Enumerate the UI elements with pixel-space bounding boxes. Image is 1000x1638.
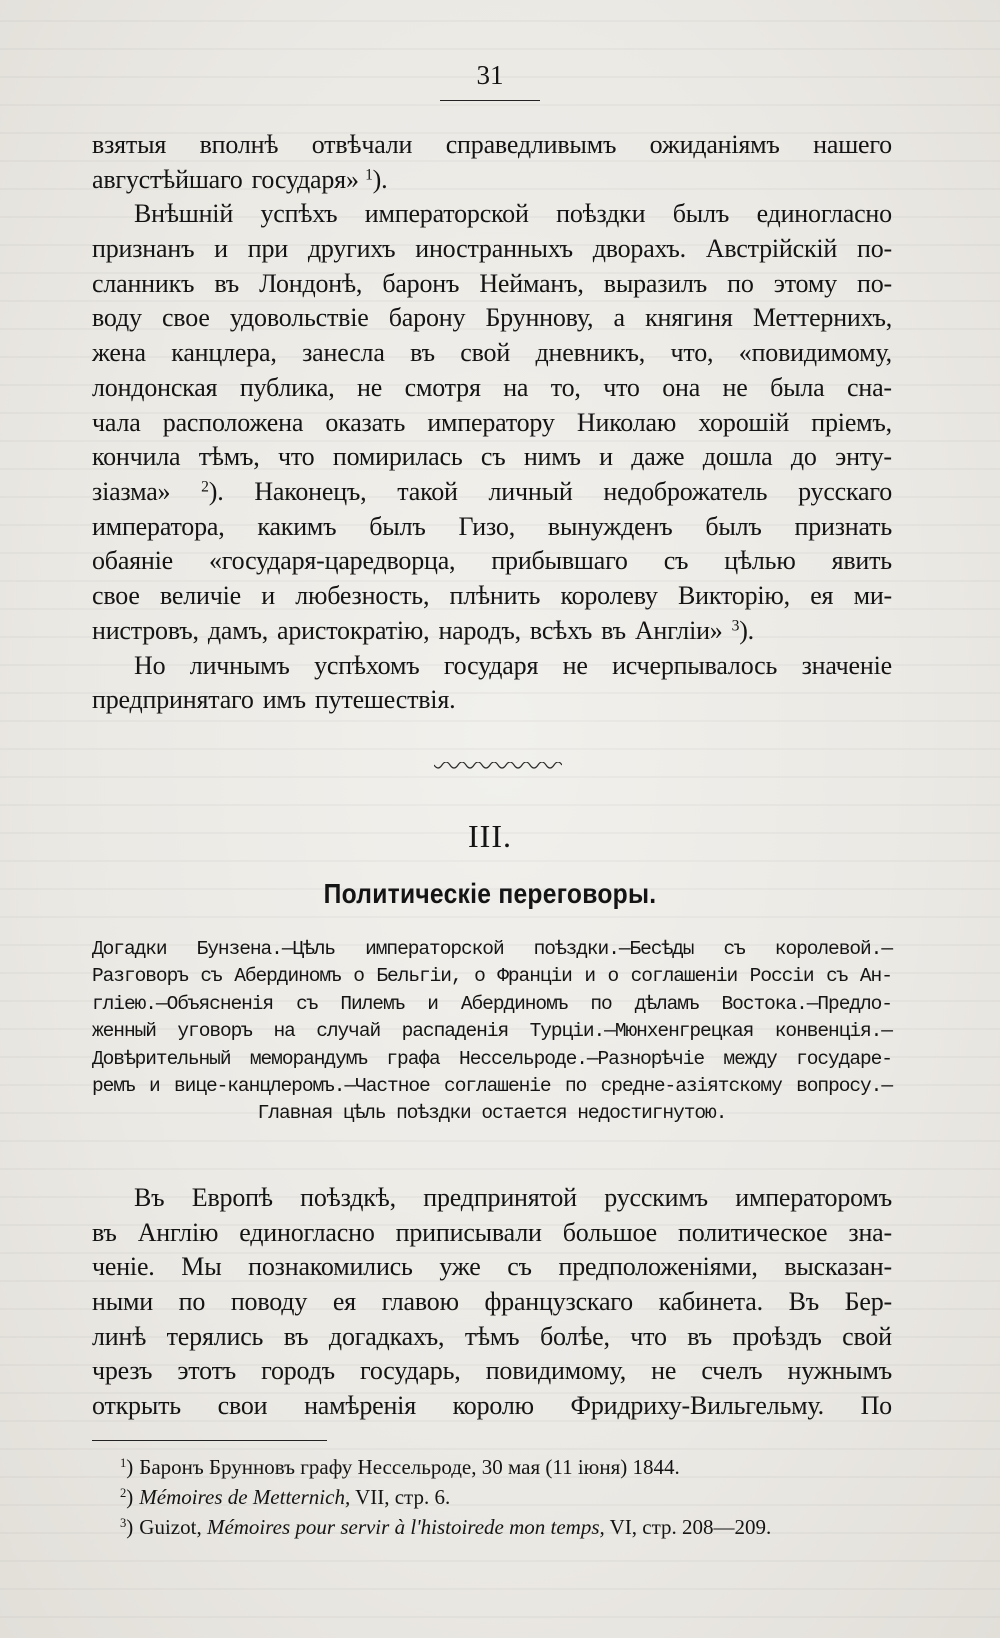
word: и bbox=[599, 442, 613, 472]
word: Ан- bbox=[859, 965, 892, 988]
word: справедливымъ bbox=[445, 130, 617, 159]
word: оказать bbox=[325, 407, 406, 437]
footnote-number: $^3$) bbox=[120, 1515, 134, 1539]
word: признать bbox=[794, 511, 892, 541]
word: повидимому, bbox=[485, 1356, 627, 1386]
word: о bbox=[607, 965, 619, 988]
word: меморандумъ bbox=[249, 1047, 368, 1070]
word: на bbox=[503, 372, 529, 402]
word: ми- bbox=[853, 580, 892, 610]
text-line bbox=[92, 128, 892, 163]
word: поѣздкѣ, bbox=[300, 1183, 396, 1212]
word: главою bbox=[381, 1287, 459, 1317]
word: единогласно bbox=[756, 199, 892, 229]
word: русскаго bbox=[798, 476, 892, 506]
word: она bbox=[662, 372, 701, 402]
chapter-title: Политическіе переговоры. bbox=[323, 878, 657, 909]
word: воду bbox=[92, 303, 142, 333]
chapter-number: III. bbox=[468, 818, 512, 854]
word: съ bbox=[480, 442, 506, 472]
word: въ bbox=[601, 615, 626, 645]
word: этому bbox=[773, 268, 837, 298]
word: пріемъ, bbox=[811, 407, 892, 437]
word: Въ bbox=[788, 1287, 819, 1317]
word: жена bbox=[92, 338, 146, 368]
text-line bbox=[92, 163, 892, 198]
word: былъ bbox=[369, 511, 426, 541]
summary-line bbox=[92, 1018, 892, 1045]
chapter-summary bbox=[92, 936, 892, 1128]
word: что bbox=[630, 1321, 667, 1351]
word: при bbox=[247, 234, 288, 264]
word: зіазма» bbox=[92, 476, 171, 506]
word: Наконецъ, bbox=[254, 476, 367, 506]
word: любезность, bbox=[295, 580, 430, 610]
word: Англіи» bbox=[634, 615, 723, 645]
word: гліею.—Объясненія bbox=[92, 992, 274, 1015]
word: свой bbox=[842, 1321, 892, 1351]
footnote-title: Mémoires de Metternich, bbox=[139, 1485, 351, 1509]
word: болѣе, bbox=[539, 1321, 610, 1351]
word: ными bbox=[92, 1287, 153, 1317]
text-line bbox=[92, 649, 892, 684]
word: о bbox=[353, 965, 364, 988]
word: Европѣ bbox=[191, 1183, 273, 1212]
word: о bbox=[474, 965, 485, 988]
word: королеву bbox=[560, 580, 658, 610]
word: въ bbox=[214, 268, 240, 298]
word: уже bbox=[439, 1252, 481, 1282]
word: политическое bbox=[678, 1217, 828, 1247]
word: въ bbox=[687, 1321, 712, 1351]
word: Николаю bbox=[576, 407, 677, 437]
word: энту- bbox=[835, 442, 892, 472]
word: Мы bbox=[181, 1252, 222, 1282]
footnote-rule bbox=[92, 1440, 327, 1441]
word: этотъ bbox=[177, 1356, 236, 1386]
word: выразилъ bbox=[603, 268, 708, 298]
text-line bbox=[92, 406, 892, 441]
word: дамъ, bbox=[207, 615, 268, 645]
word: тѣмъ bbox=[464, 1321, 520, 1351]
word: не bbox=[651, 1356, 677, 1386]
word-with-footnote bbox=[252, 163, 388, 198]
paragraph-4 bbox=[92, 1181, 892, 1424]
word: свое bbox=[92, 580, 140, 610]
word: по bbox=[564, 1074, 587, 1097]
word: тѣмъ, bbox=[198, 442, 260, 472]
summary-line bbox=[92, 1073, 892, 1100]
word: въ bbox=[283, 1321, 309, 1351]
word: городъ bbox=[261, 1356, 335, 1386]
word: чала bbox=[92, 407, 141, 437]
word: государя bbox=[443, 650, 539, 680]
word: Внѣшній bbox=[134, 199, 234, 229]
word: Пилемъ bbox=[340, 992, 405, 1015]
footnote-author: Guizot, bbox=[139, 1515, 207, 1539]
word: съ bbox=[296, 992, 318, 1015]
word: $^2$). bbox=[201, 476, 224, 506]
word: предположеніями, bbox=[558, 1252, 758, 1282]
footnote-text: Баронъ Брунновъ графу Нессельроде, 30 мая (11 іюня) 1844. bbox=[139, 1455, 680, 1479]
word: до bbox=[790, 442, 817, 472]
word: лондонская bbox=[92, 372, 218, 402]
word: и bbox=[584, 965, 595, 988]
word: терялись bbox=[166, 1321, 264, 1351]
word: былъ bbox=[672, 199, 730, 229]
word: что bbox=[277, 442, 315, 472]
word: намѣренія bbox=[304, 1391, 416, 1421]
word: нашего bbox=[813, 130, 892, 159]
word: по bbox=[178, 1287, 206, 1317]
word: что, bbox=[670, 338, 714, 368]
word: прибывшаго bbox=[491, 546, 628, 576]
word: Въ bbox=[134, 1183, 165, 1212]
text-line bbox=[92, 475, 892, 510]
word: княгиня bbox=[645, 303, 733, 333]
word: предпринятаго bbox=[92, 685, 254, 715]
word: хорошій bbox=[698, 407, 790, 437]
word: Фридриху-Вильгельму. bbox=[570, 1391, 824, 1421]
summary-line bbox=[92, 963, 892, 990]
word: По bbox=[860, 1391, 892, 1421]
word: сланникъ bbox=[92, 268, 195, 298]
text-line bbox=[92, 197, 892, 232]
wavy-separator bbox=[434, 762, 562, 772]
word: взятыя bbox=[92, 130, 167, 159]
word: соглашеніи bbox=[630, 965, 738, 988]
word: королю bbox=[452, 1391, 534, 1421]
footnotes bbox=[120, 1452, 900, 1542]
footnote-text: VI, стр. 208—209. bbox=[604, 1515, 772, 1539]
word: нимъ bbox=[523, 442, 581, 472]
word: и bbox=[261, 580, 275, 610]
word: личный bbox=[488, 476, 573, 506]
word: вполнѣ bbox=[199, 130, 279, 159]
word: свои bbox=[217, 1391, 268, 1421]
text-line bbox=[92, 1250, 892, 1285]
word: занесла bbox=[302, 338, 385, 368]
text-line bbox=[92, 232, 892, 267]
word: другихъ bbox=[307, 234, 396, 264]
word: личнымъ bbox=[189, 650, 290, 680]
word: успѣхомъ bbox=[314, 650, 420, 680]
word: дворахъ. bbox=[592, 234, 686, 264]
word: государя» bbox=[251, 164, 359, 194]
text-line bbox=[92, 544, 892, 579]
text-line bbox=[92, 371, 892, 406]
footnote-2 bbox=[120, 1482, 900, 1512]
word: средне-азіятскому bbox=[600, 1074, 782, 1097]
text-line bbox=[92, 1181, 892, 1216]
word: единогласно bbox=[239, 1217, 375, 1247]
word: въ bbox=[410, 338, 435, 368]
word: Довѣрительный bbox=[92, 1047, 231, 1070]
word: по- bbox=[857, 234, 892, 264]
word: догадкахъ, bbox=[328, 1321, 445, 1351]
word: даже bbox=[631, 442, 685, 472]
word: значеніе bbox=[801, 650, 892, 680]
footnote-ref[interactable]: 1 bbox=[365, 166, 373, 184]
word: путешествія. bbox=[314, 685, 456, 715]
punctuation: ). bbox=[372, 164, 388, 194]
word: баронъ bbox=[382, 268, 460, 298]
word: нистровъ, bbox=[92, 615, 199, 645]
text-line bbox=[92, 1216, 892, 1251]
word: съ bbox=[723, 938, 745, 960]
word: французскаго bbox=[484, 1287, 633, 1317]
paragraph-1 bbox=[92, 128, 892, 197]
word: приписывали bbox=[395, 1217, 542, 1247]
word: $^3$). bbox=[731, 615, 754, 645]
text-line bbox=[92, 1354, 892, 1389]
summary-line bbox=[92, 936, 892, 963]
word: успѣхъ bbox=[260, 199, 338, 229]
text-line bbox=[92, 510, 892, 545]
word: аристократію, bbox=[277, 615, 430, 645]
summary-line bbox=[92, 991, 892, 1018]
word: «государя-царедворца, bbox=[209, 546, 456, 576]
word: дошла bbox=[702, 442, 773, 472]
word: проѣздъ bbox=[732, 1321, 822, 1351]
word: вопросу.— bbox=[796, 1074, 892, 1097]
word: ремъ bbox=[92, 1074, 135, 1097]
text-line bbox=[92, 683, 892, 718]
word: Востока.—Предло- bbox=[721, 992, 892, 1015]
word: конвенція.— bbox=[774, 1020, 892, 1043]
word: Лондонѣ, bbox=[259, 268, 363, 298]
word: распаденія bbox=[401, 1020, 509, 1043]
word: по- bbox=[856, 268, 892, 298]
word: а bbox=[613, 303, 625, 333]
word: императорской bbox=[364, 199, 529, 229]
word: обаяніе bbox=[92, 546, 174, 576]
word: предпринятой bbox=[423, 1183, 577, 1212]
word: ея bbox=[332, 1287, 356, 1317]
text-line bbox=[92, 1285, 892, 1320]
paragraph-3 bbox=[92, 649, 892, 718]
footnote-number: $^2$) bbox=[120, 1485, 134, 1509]
word: русскимъ bbox=[604, 1183, 708, 1212]
word: вице-канцлеромъ.—Частное bbox=[174, 1074, 430, 1097]
footnote-title: Mémoires pour servir à l'histoirede mon temps, bbox=[206, 1515, 605, 1539]
word: расположена bbox=[162, 407, 304, 437]
text-line bbox=[92, 1320, 892, 1355]
word: по bbox=[727, 268, 754, 298]
word: чрезъ bbox=[92, 1356, 153, 1386]
word: графа bbox=[386, 1047, 440, 1070]
word: народъ, bbox=[438, 615, 521, 645]
footnote-3 bbox=[120, 1512, 900, 1542]
word: барону bbox=[388, 303, 466, 333]
word: нужнымъ bbox=[787, 1356, 892, 1386]
word: и bbox=[214, 234, 228, 264]
word: счелъ bbox=[701, 1356, 763, 1386]
word: Бельгіи, bbox=[376, 965, 462, 988]
summary-closing: Главная цѣль поѣздки остается недостигнутою. bbox=[257, 1102, 727, 1125]
word: соглашеніе bbox=[444, 1074, 551, 1097]
text-line bbox=[92, 1389, 892, 1424]
word: явить bbox=[831, 546, 892, 576]
word: уговоръ bbox=[177, 1020, 252, 1043]
page-number: 31 bbox=[476, 60, 504, 90]
word: публика, bbox=[239, 372, 335, 402]
word: канцлера, bbox=[171, 338, 277, 368]
word: въ bbox=[92, 1217, 117, 1247]
word: ожиданіямъ bbox=[649, 130, 780, 159]
word: поѣздки.—Бесѣды bbox=[533, 938, 694, 960]
word: съ bbox=[826, 965, 848, 988]
word: не bbox=[722, 372, 748, 402]
word: Нейманъ, bbox=[479, 268, 584, 298]
word: женный bbox=[92, 1020, 156, 1043]
text-line bbox=[92, 440, 892, 475]
text-line bbox=[92, 579, 892, 614]
word: признанъ bbox=[92, 234, 195, 264]
word: Россіи bbox=[749, 965, 814, 988]
footnote-number: $^1$) bbox=[120, 1455, 134, 1479]
word: ченіе. bbox=[92, 1252, 155, 1282]
word: съ bbox=[507, 1252, 532, 1282]
word: что bbox=[603, 372, 640, 402]
word: зна- bbox=[848, 1217, 892, 1247]
word: государе- bbox=[796, 1047, 892, 1070]
word: исчерпывалось bbox=[612, 650, 778, 680]
word: случай bbox=[316, 1020, 381, 1043]
word: съ bbox=[200, 965, 222, 988]
word: свое bbox=[161, 303, 210, 333]
word: не bbox=[357, 372, 383, 402]
word: величіе bbox=[159, 580, 241, 610]
word: «повидимому, bbox=[738, 338, 892, 368]
word: дѣламъ bbox=[634, 992, 699, 1015]
word: кабинета. bbox=[658, 1287, 763, 1317]
word: отвѣчали bbox=[311, 130, 413, 159]
word: помирилась bbox=[332, 442, 463, 472]
word: Разговоръ bbox=[92, 965, 188, 988]
footnote-text: VII, стр. 6. bbox=[350, 1485, 451, 1509]
word: Австрійскій bbox=[705, 234, 838, 264]
footnote-1 bbox=[120, 1452, 900, 1482]
word: удовольствіе bbox=[229, 303, 369, 333]
word: линѣ bbox=[92, 1321, 147, 1351]
word: Нессельроде.—Разнорѣчіе bbox=[459, 1047, 705, 1070]
word: императоромъ bbox=[735, 1183, 892, 1212]
text-line bbox=[92, 267, 892, 302]
word: ея bbox=[810, 580, 834, 610]
word: дневникъ, bbox=[535, 338, 646, 368]
word: Турціи.—Мюнхенгрецкая bbox=[529, 1020, 754, 1043]
paragraph-2 bbox=[92, 197, 892, 648]
word: поѣздки bbox=[556, 199, 646, 229]
word: съ bbox=[663, 546, 689, 576]
word: по bbox=[590, 992, 612, 1015]
word: цѣлью bbox=[724, 546, 796, 576]
word: императорской bbox=[365, 938, 504, 960]
word: иностранныхъ bbox=[415, 234, 573, 264]
word: поводу bbox=[230, 1287, 308, 1317]
text-line bbox=[92, 301, 892, 336]
word: познакомились bbox=[248, 1252, 413, 1282]
page-number-rule bbox=[440, 100, 540, 101]
text-line bbox=[92, 336, 892, 371]
word: Бер- bbox=[844, 1287, 892, 1317]
word: королевой.— bbox=[774, 938, 892, 960]
word: Бруннову, bbox=[485, 303, 594, 333]
word: то, bbox=[550, 372, 581, 402]
word: всѣхъ bbox=[529, 615, 593, 645]
word: имъ bbox=[262, 685, 306, 715]
word: такой bbox=[397, 476, 458, 506]
word: августѣйшаго bbox=[92, 164, 243, 194]
word: большое bbox=[562, 1217, 657, 1247]
word: какимъ bbox=[257, 511, 337, 541]
word: плѣнить bbox=[449, 580, 541, 610]
word: недоброжатель bbox=[603, 476, 768, 506]
word: не bbox=[562, 650, 588, 680]
word: Бунзена.—Цѣль bbox=[196, 938, 336, 960]
word: государь, bbox=[360, 1356, 461, 1386]
word: Гизо, bbox=[458, 511, 516, 541]
word: Франціи bbox=[497, 965, 572, 988]
word: Меттернихъ, bbox=[752, 303, 892, 333]
text-line bbox=[92, 614, 892, 649]
word: Абердиномъ bbox=[460, 992, 568, 1015]
word: Догадки bbox=[92, 938, 167, 960]
word: сна- bbox=[847, 372, 892, 402]
word: между bbox=[723, 1047, 777, 1070]
word: кончила bbox=[92, 442, 181, 472]
word: былъ bbox=[705, 511, 762, 541]
word: была bbox=[770, 372, 825, 402]
word: императору bbox=[427, 407, 555, 437]
word: открыть bbox=[92, 1391, 181, 1421]
word: на bbox=[273, 1020, 295, 1043]
summary-line bbox=[92, 1100, 892, 1127]
word: и bbox=[427, 992, 438, 1015]
word: смотря bbox=[404, 372, 481, 402]
word: и bbox=[148, 1074, 160, 1097]
word: Абердиномъ bbox=[234, 965, 341, 988]
word: Викторію, bbox=[678, 580, 790, 610]
word: Англію bbox=[137, 1217, 219, 1247]
word: вынужденъ bbox=[547, 511, 673, 541]
word: высказан- bbox=[784, 1252, 892, 1282]
word: императора, bbox=[92, 511, 225, 541]
summary-line bbox=[92, 1046, 892, 1073]
word: свой bbox=[460, 338, 511, 368]
word: Но bbox=[134, 650, 166, 680]
